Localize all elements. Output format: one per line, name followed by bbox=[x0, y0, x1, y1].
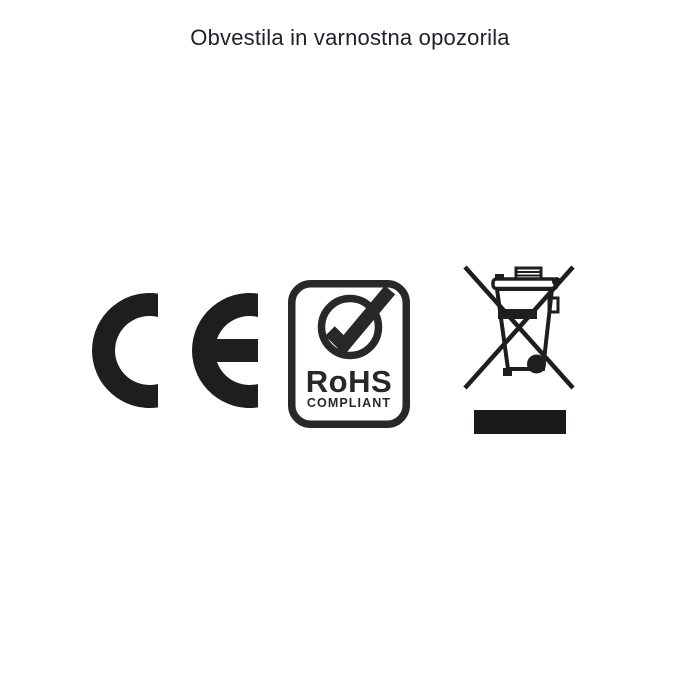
weee-black-bar bbox=[474, 410, 566, 434]
rohs-badge bbox=[288, 280, 410, 428]
page-title: Obvestila in varnostna opozorila bbox=[190, 25, 510, 50]
ce-mark-icon bbox=[92, 293, 260, 408]
crossed-out-wheelie-bin-icon bbox=[462, 265, 576, 390]
rohs-compliant-label: COMPLIANT bbox=[306, 396, 392, 410]
weee-mark bbox=[462, 265, 576, 435]
rohs-label: RoHS bbox=[305, 364, 393, 399]
